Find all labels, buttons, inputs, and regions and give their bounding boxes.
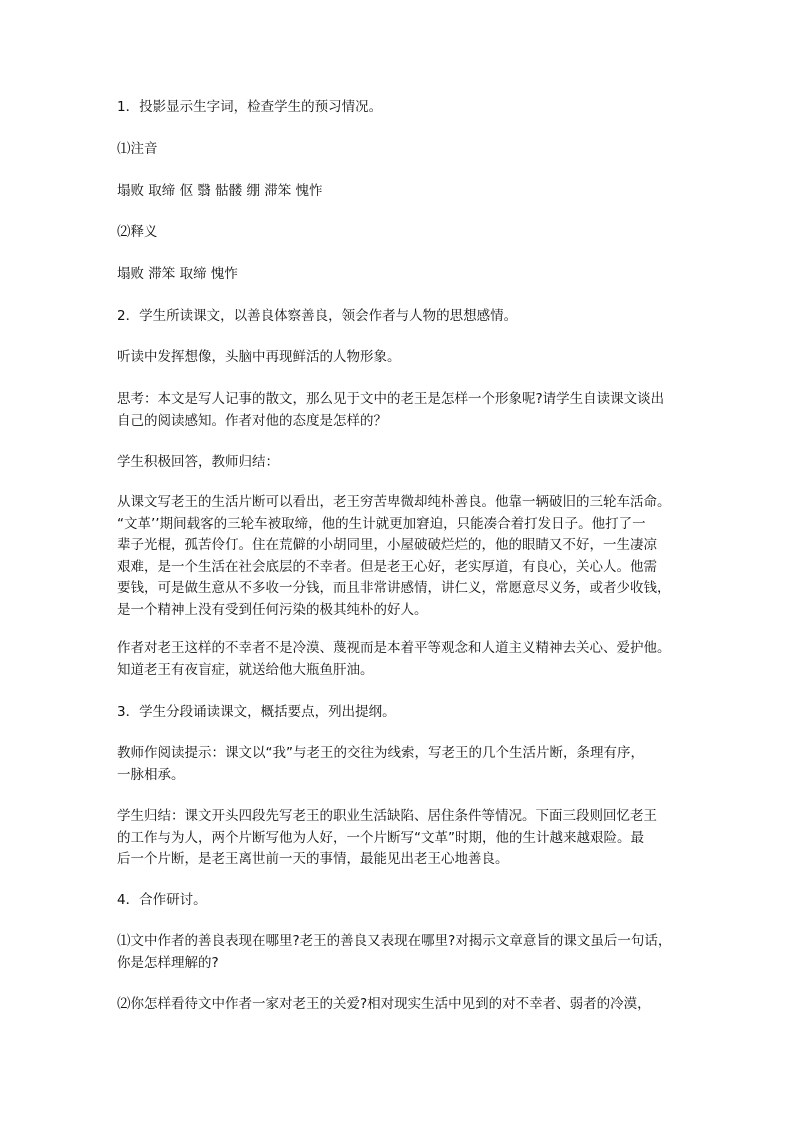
text-line: 思考：本文是写人记事的散文，那么见于文中的老王是怎样一个形象呢?请学生自读课文谈出 (117, 391, 665, 407)
paragraph-step-3 (117, 702, 685, 724)
paragraph-listening (117, 347, 685, 369)
text-line: 后一个片断，是老王离世前一天的事情，最能见出老王心地善良。 (117, 851, 509, 867)
text-line: 4．合作研讨。 (117, 892, 207, 908)
paragraph-reading-hint (117, 743, 685, 786)
paragraph-pronunciation-heading (117, 139, 685, 161)
paragraph-discussion-question-1 (117, 931, 685, 974)
paragraph-definition-heading (117, 222, 685, 244)
text-line: 艰难，是一个生活在社会底层的不幸者。但是老王心好，老实厚道，有良心，关心人。他需 (117, 558, 657, 575)
paragraph-step-1 (117, 97, 685, 119)
text-line: ⑵释义 (117, 224, 158, 240)
text-line: ⑴文中作者的善良表现在哪里?老王的善良又表现在哪里?对揭示文章意旨的课文虽后一句话， (117, 933, 672, 949)
text-line: 塌败 滞笨 取缔 愧怍 (117, 266, 238, 282)
text-line: 你是怎样理解的? (117, 954, 219, 971)
text-line: 自己的阅读感知。作者对他的态度是怎样的？ (117, 412, 387, 429)
text-line: 3．学生分段诵读课文，概括要点，列出提纲。 (117, 704, 396, 720)
text-line: 1．投影显示生字词，检查学生的预习情况。 (117, 99, 383, 115)
paragraph-teacher-summary-intro (117, 452, 685, 474)
paragraph-laowang-description (117, 492, 685, 621)
text-line: 的工作与为人，两个片断写他为人好，一个片断写“文革”时期，他的生计越来越艰险。最 (117, 829, 644, 846)
paragraph-discussion-question-2 (117, 994, 685, 1016)
paragraph-step-2 (117, 306, 685, 328)
text-line: 辈子光棍，孤苦伶仃。住在荒僻的小胡同里，小屋破破烂烂的，他的眼睛又不好，一生凄凉 (117, 537, 657, 553)
text-line: ⑴注音 (117, 141, 158, 157)
text-line: 从课文写老王的生活片断可以看出，老王穷苦卑微却纯朴善良。他靠一辆破旧的三轮车活命。 (117, 494, 671, 510)
text-line: 听读中发挥想像，头脑中再现鲜活的人物形象。 (117, 349, 401, 365)
text-line: ⑵你怎样看待文中作者一家对老王的关爱?相对现实生活中见到的对不幸者、弱者的冷漠， (117, 996, 651, 1012)
text-line: 知道老王有夜盲症，就送给他大瓶鱼肝油。 (117, 661, 374, 678)
text-line: “文革’’期间载客的三轮车被取缔，他的生计就更加窘迫，只能凑合着打发日子。他打了一 (117, 515, 646, 532)
text-line: 是一个精神上没有受到任何污染的极其纯朴的好人。 (117, 601, 428, 618)
text-line: 2．学生所读课文，以善良体察善良，领会作者与人物的思想感情。 (117, 308, 518, 324)
paragraph-step-4 (117, 890, 685, 912)
text-line: 塌败 取缔 伛 翳 骷髅 绷 滞笨 愧怍 (117, 183, 323, 199)
text-line: 学生积极回答，教师归结： (117, 454, 279, 470)
paragraph-author-attitude (117, 638, 685, 681)
text-line: 学生归结：课文开头四段先写老王的职业生活缺陷、居住条件等情况。下面三段则回忆老王 (117, 808, 657, 824)
paragraph-vocabulary-list (117, 181, 685, 203)
paragraph-student-summary (117, 806, 685, 871)
text-line: 一脉相承。 (117, 766, 185, 783)
text-line: 要钱，可是做生意从不多收一分钱，而且非常讲感情，讲仁义，常愿意尽义务，或者少收钱， (117, 580, 671, 596)
paragraph-thinking-question (117, 389, 685, 432)
paragraph-definition-words (117, 264, 685, 286)
text-line: 作者对老王这样的不幸者不是冷漠、蔑视而是本着平等观念和人道主义精神去关心、爱护他。 (117, 640, 671, 656)
text-line: 教师作阅读提示：课文以“我”与老王的交往为线索，写老王的几个生活片断，条理有序， (117, 745, 644, 761)
